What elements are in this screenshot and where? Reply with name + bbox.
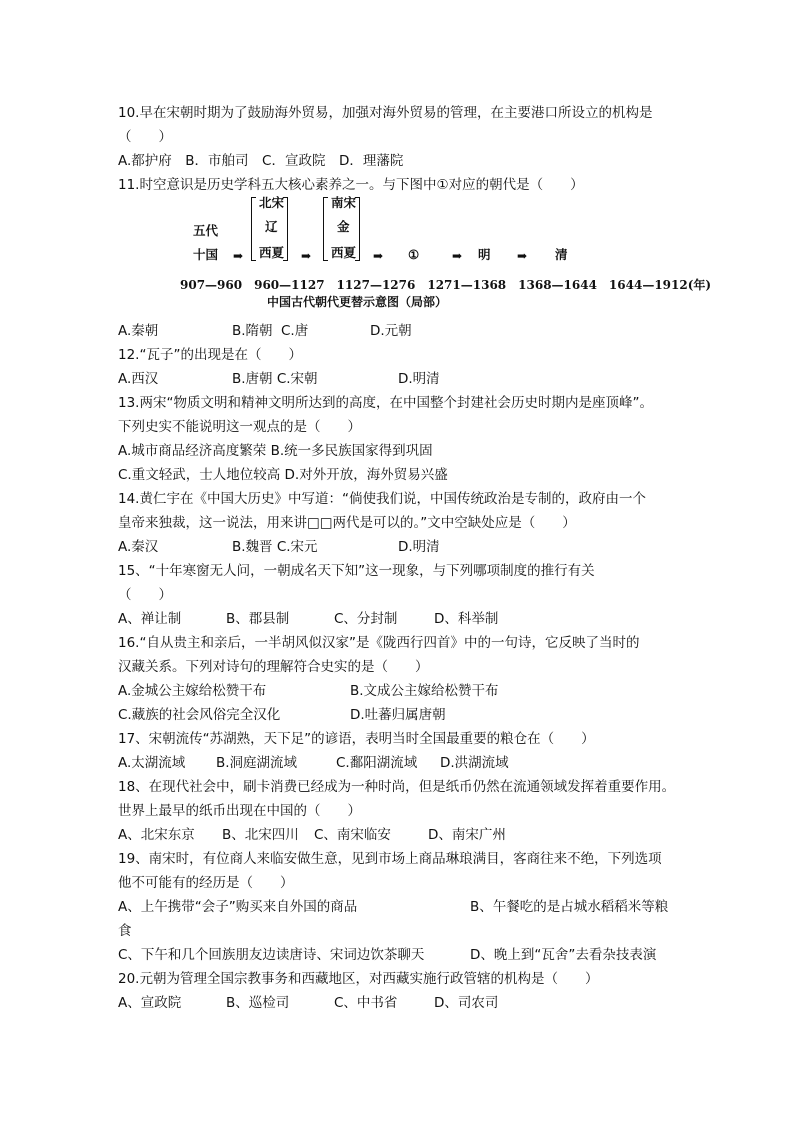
fig-arrow-4: ➡ [452, 249, 463, 263]
q18-option-b: B、北宋四川 [222, 827, 299, 843]
q12-option-a: A.西汉 [118, 371, 159, 387]
q11-stem: 11.时空意识是历史学科五大核心素养之一。与下图中①对应的朝代是（ ） [118, 177, 584, 193]
q15-option-b: B、郡县制 [226, 611, 290, 627]
q19-stem-line2: 他不可能有的经历是（ ） [118, 875, 294, 891]
fig-caption: 中国古代朝代更替示意图（局部） [267, 295, 448, 309]
q19-option-d: D、晚上到“瓦舍”去看杂技表演 [470, 947, 657, 963]
q17-stem: 17、宋朝流传“苏湖熟，天下足”的谚语，表明当时全国最重要的粮仓在（ ） [118, 731, 595, 747]
q18-option-c: C、南宋临安 [314, 827, 391, 843]
dynasty-timeline-figure [175, 192, 712, 312]
q11-option-a: A.秦朝 [118, 323, 159, 339]
fig-arrow-1: ➡ [233, 249, 244, 263]
q10-stem: 10.早在宋朝时期为了鼓励海外贸易，加强对海外贸易的管理，在主要港口所设立的机构是 [118, 105, 653, 121]
q16-option-b: B.文成公主嫁给松赞干布 [350, 683, 499, 699]
q19-option-b: B、午餐吃的是占城水稻稻米等粮 [470, 899, 669, 915]
q17-option-a: A.太湖流域 [118, 755, 186, 771]
fig-bracket-left-1 [251, 197, 256, 261]
q13-stem-line1: 13.两宋“物质文明和精神文明所达到的高度，在中国整个封建社会历史时期内是座顶峰”。 [118, 395, 653, 411]
fig-qing: 清 [555, 247, 568, 262]
fig-xixia-1: 西夏 [259, 245, 285, 260]
q11-option-d: D.元朝 [370, 323, 412, 339]
fig-jin: 金 [337, 219, 350, 234]
q12-stem: 12.“瓦子”的出现是在（ ） [118, 347, 302, 363]
q16-option-c: C.藏族的社会风俗完全汉化 [118, 707, 281, 723]
q19-option-a: A、上午携带“会子”购买来自外国的商品 [118, 899, 358, 915]
q15-answer-paren: （ ） [118, 587, 172, 603]
fig-bracket-right-1 [283, 197, 288, 261]
q18-stem-line2: 世界上最早的纸币出现在中国的（ ） [118, 803, 361, 819]
q16-stem-line2: 汉藏关系。下列对诗句的理解符合史实的是（ ） [118, 659, 429, 675]
q14-option-bc: B.魏晋 C.宋元 [232, 539, 318, 555]
fig-arrow-2: ➡ [301, 249, 312, 263]
fig-year-ranges: 907—960 960—1127 1127—1276 1271—1368 1368—1644 1644—1912(年) [180, 278, 712, 292]
q13-options-cd: C.重文轻武，士人地位较高 D.对外开放，海外贸易兴盛 [118, 467, 448, 483]
q20-option-a: A、宣政院 [118, 995, 182, 1011]
fig-xixia-2: 西夏 [331, 245, 357, 260]
q15-option-c: C、分封制 [334, 611, 398, 627]
q16-option-a: A.金城公主嫁给松赞干布 [118, 683, 267, 699]
q20-option-b: B、巡检司 [226, 995, 290, 1011]
q18-option-a: A、北宋东京 [118, 827, 195, 843]
q10-answer-paren: （ ） [118, 129, 172, 145]
fig-bracket-left-2 [323, 197, 328, 261]
q16-stem-line1: 16.“自从贵主和亲后，一半胡风似汉家”是《陇西行四首》中的一句诗，它反映了当时的 [118, 635, 640, 651]
q14-option-d: D.明清 [398, 539, 440, 555]
fig-wudai: 五代 [193, 223, 219, 238]
q17-option-c: C.鄱阳湖流域 [336, 755, 418, 771]
q19-stem-line1: 19、南宋时，有位商人来临安做生意，见到市场上商品琳琅满目，客商往来不绝，下列选项 [118, 851, 662, 867]
q18-option-d: D、南宋广州 [428, 827, 506, 843]
q10-options: A.都护府 B．市舶司 C．宣政院 D．理藩院 [118, 153, 404, 169]
q13-stem-line2: 下列史实不能说明这一观点的是（ ） [118, 419, 361, 435]
q19-option-c: C、下午和几个回族朋友边读唐诗、宋词边饮茶聊天 [118, 947, 425, 963]
q12-option-d: D.明清 [398, 371, 440, 387]
q15-stem: 15、“十年寒窗无人问，一朝成名天下知”这一现象，与下列哪项制度的推行有关 [118, 563, 595, 579]
fig-beisong: 北宋 [259, 195, 285, 210]
q13-options-ab: A.城市商品经济高度繁荣 B.统一多民族国家得到巩固 [118, 443, 433, 459]
fig-shiguo: 十国 [193, 247, 219, 262]
q20-option-c: C、中书省 [334, 995, 398, 1011]
fig-circle-1: ① [408, 247, 420, 262]
q12-option-bc: B.唐朝 C.宋朝 [232, 371, 318, 387]
q14-stem-line2: 皇帝来独裁，这一说法，用来讲□□两代是可以的。”文中空缺处应是（ ） [118, 515, 576, 531]
fig-nansong: 南宋 [331, 195, 357, 210]
fig-bracket-right-2 [355, 197, 360, 261]
q15-option-d: D、科举制 [434, 611, 499, 627]
fig-ming: 明 [478, 247, 491, 262]
q17-option-d: D.洪湖流域 [440, 755, 509, 771]
q16-option-d: D.吐蕃归属唐朝 [350, 707, 446, 723]
q18-stem-line1: 18、在现代社会中，刷卡消费已经成为一种时尚，但是纸币仍然在流通领域发挥着重要作用。 [118, 779, 676, 795]
q20-stem: 20.元朝为管理全国宗教事务和西藏地区，对西藏实施行政管辖的机构是（ ） [118, 971, 599, 987]
q14-stem-line1: 14.黄仁宇在《中国大历史》中写道：“倘使我们说，中国传统政治是专制的，政府由一个 [118, 491, 646, 507]
q15-option-a: A、禅让制 [118, 611, 182, 627]
q14-option-a: A.秦汉 [118, 539, 159, 555]
q11-option-c: C.唐 [281, 323, 309, 339]
q20-option-d: D、司农司 [434, 995, 499, 1011]
fig-arrow-3: ➡ [373, 249, 384, 263]
fig-arrow-5: ➡ [517, 249, 528, 263]
fig-liao: 辽 [265, 219, 278, 234]
q19-option-b-continued: 食 [118, 923, 132, 939]
q11-option-b: B.隋朝 [232, 323, 273, 339]
q17-option-b: B.洞庭湖流域 [216, 755, 298, 771]
